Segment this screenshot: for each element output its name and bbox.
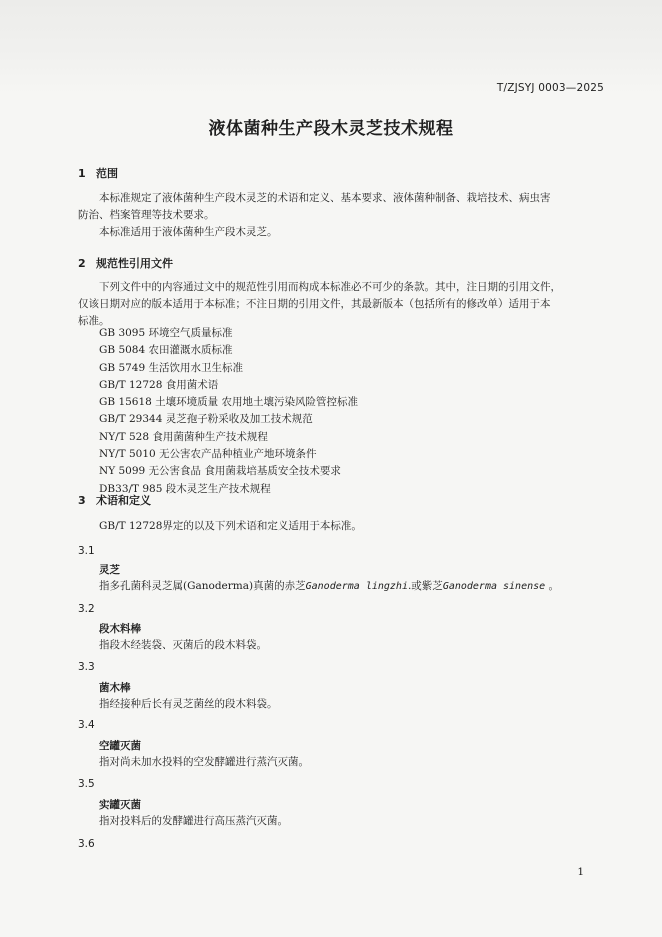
term-number: 3.4	[78, 719, 95, 731]
term-definition: 指段木经装袋、灭菌后的段木料袋。	[99, 639, 267, 651]
term-name: 实罐灭菌	[99, 799, 141, 811]
section-title: 范围	[96, 167, 118, 180]
text-line: 防治、档案管理等技术要求。	[78, 209, 215, 221]
reference-item: GB 5749 生活饮用水卫生标准	[99, 361, 244, 374]
term-definition: 指对投料后的发酵罐进行高压蒸汽灭菌。	[99, 815, 288, 827]
reference-item: NY/T 5010 无公害农产品种植业产地环境条件	[99, 448, 317, 461]
section-title: 规范性引用文件	[96, 257, 173, 270]
definition-text: .或紫芝	[407, 580, 443, 592]
document-code: T/ZJSYJ 0003—2025	[496, 82, 604, 94]
page-number: 1	[577, 866, 584, 878]
section-title: 术语和定义	[96, 494, 151, 507]
definition-text: 指多孔菌科灵芝属(Ganoderma)真菌的赤芝	[99, 580, 306, 592]
text-line: 下列文件中的内容通过文中的规范性引用而构成本标准必不可少的条款。其中，注日期的引用文件，	[99, 281, 561, 293]
term-number: 3.2	[78, 603, 95, 615]
terms-intro	[99, 518, 623, 535]
term-name: 菌木棒	[99, 682, 131, 694]
term-name: 段木料棒	[99, 623, 141, 635]
text-line: 本标准规定了液体菌种生产段木灵芝的术语和定义、基本要求、液体菌种制备、栽培技术、病虫害	[99, 192, 551, 204]
reference-item: GB 3095 环境空气质量标准	[99, 327, 233, 339]
term-definition	[99, 578, 559, 593]
normative-paragraph	[78, 279, 602, 330]
latin-name: Ganoderma sinense	[442, 581, 546, 592]
reference-item: GB 5084 农田灌溉水质标准	[99, 344, 233, 357]
reference-item: GB/T 12728 食用菌术语	[99, 378, 219, 391]
scan-shadow	[0, 0, 662, 95]
section-number: 1	[78, 167, 86, 180]
section-heading-normative	[78, 255, 173, 271]
term-number: 3.6	[78, 838, 95, 850]
term-definition: 指经接种后长有灵芝菌丝的段木料袋。	[99, 698, 278, 710]
section-heading-scope	[78, 165, 118, 181]
reference-list	[99, 325, 358, 498]
term-number: 3.1	[78, 545, 95, 557]
reference-item: NY 5099 无公害食品 食用菌栽培基质安全技术要求	[99, 465, 341, 478]
text-line: 标准。	[78, 315, 110, 327]
section-number: 2	[78, 257, 86, 270]
text-line: 本标准适用于液体菌种生产段木灵芝。	[99, 226, 278, 238]
latin-name: Ganoderma lingzhi	[305, 581, 408, 592]
term-number: 3.5	[78, 778, 95, 790]
scope-paragraph	[78, 190, 602, 241]
term-definition: 指对尚未加水投料的空发酵罐进行蒸汽灭菌。	[99, 756, 309, 768]
text-line: GB/T 12728界定的以及下列术语和定义适用于本标准。	[99, 520, 362, 532]
definition-text: 。	[545, 580, 560, 592]
text-line: 仅该日期对应的版本适用于本标准；不注日期的引用文件，其最新版本（包括所有的修改单）适用于本	[78, 298, 551, 310]
section-heading-terms	[78, 492, 151, 508]
term-number: 3.3	[78, 661, 95, 673]
term-name: 灵芝	[99, 564, 120, 576]
term-name: 空罐灭菌	[99, 740, 141, 752]
section-number: 3	[78, 494, 86, 507]
reference-item: GB/T 29344 灵芝孢子粉采收及加工技术规范	[99, 413, 313, 426]
reference-item: NY/T 528 食用菌菌种生产技术规程	[99, 430, 268, 443]
reference-item: GB 15618 土壤环境质量 农用地土壤污染风险管控标准	[99, 396, 359, 409]
reference-item: DB33/T 985 段木灵芝生产技术规程	[99, 482, 271, 495]
document-title: 液体菌种生产段木灵芝技术规程	[208, 119, 454, 139]
